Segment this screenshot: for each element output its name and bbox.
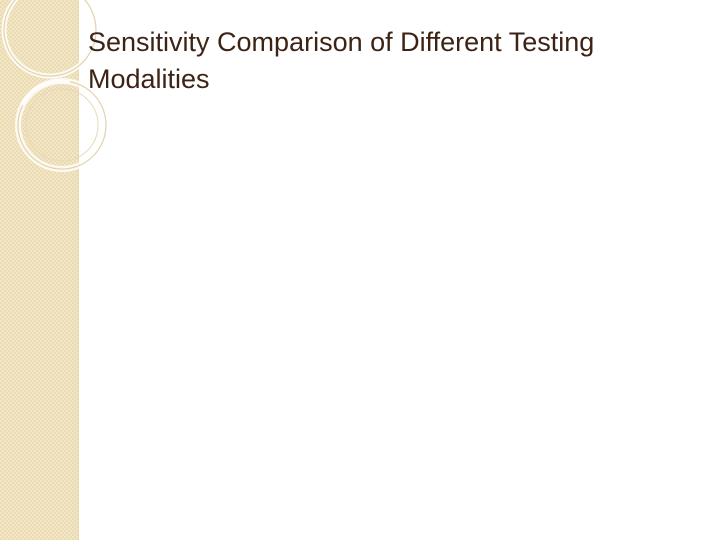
- slide-title: Sensitivity Comparison of Different Testing Modalities: [88, 27, 595, 94]
- side-band-edge: [78, 0, 79, 540]
- decorative-side-band: [0, 0, 78, 540]
